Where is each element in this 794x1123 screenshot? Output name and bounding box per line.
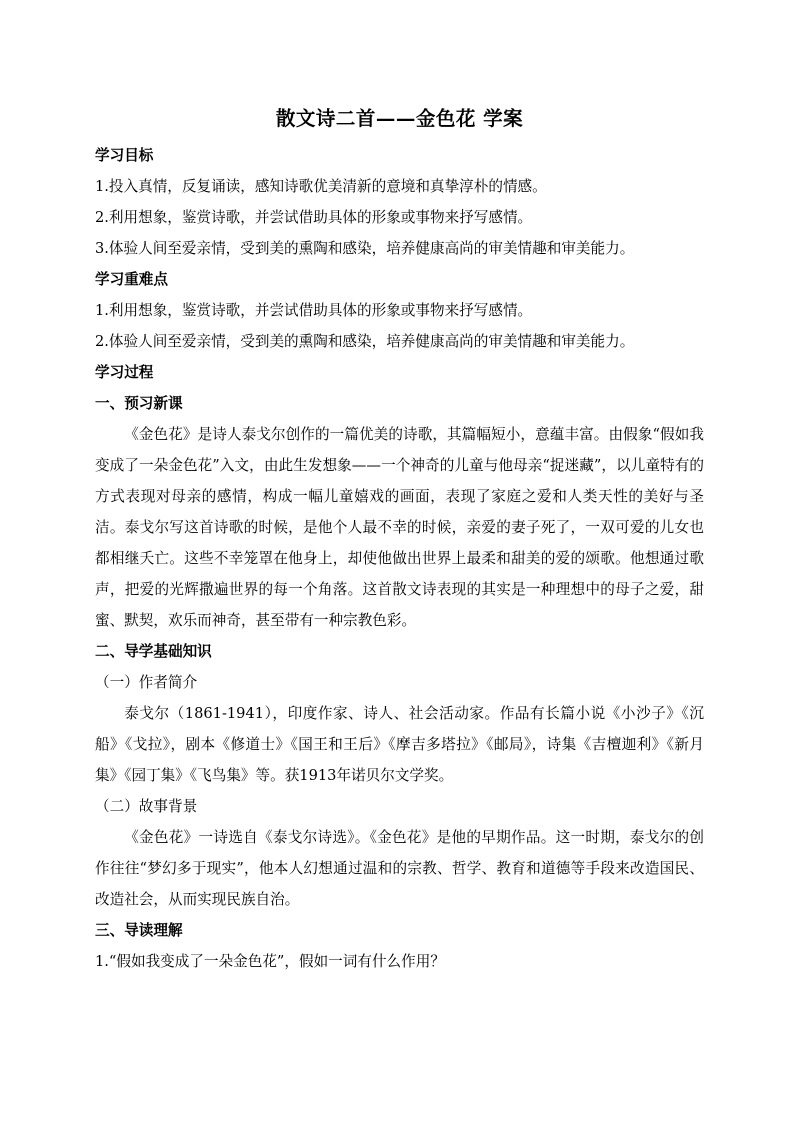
key-point-item-2: 2.体验人间至爱亲情，受到美的熏陶和感染，培养健康高尚的审美情趣和审美能力。	[95, 333, 635, 350]
background-paragraph: 《金色花》一诗选自《泰戈尔诗选》。《金色花》是他的早期作品。这一时期，泰戈尔的创作往往“梦幻多于现实”，他本人幻想通过温和的宗教、哲学、教育和道德等手段来改造国民、改造社会，从而实现民族自治。	[95, 829, 704, 908]
section-reading-heading: 三、导读理解	[95, 922, 183, 939]
objective-item-1: 1.投入真情，反复诵读，感知诗歌优美清新的意境和真挚淳朴的情感。	[95, 178, 547, 195]
background-heading: （二）故事背景	[95, 798, 198, 815]
reading-question-1: 1.“假如我变成了一朵金色花”，假如一词有什么作用？	[95, 953, 445, 970]
document-title: 散文诗二首——金色花 学案	[275, 107, 524, 130]
objective-item-3: 3.体验人间至爱亲情，受到美的熏陶和感染，培养健康高尚的审美情趣和审美能力。	[95, 240, 635, 257]
key-point-item-1: 1.利用想象，鉴赏诗歌，并尝试借助具体的形象或事物来抒写感情。	[95, 302, 533, 319]
key-points-heading: 学习重难点	[95, 271, 168, 288]
author-intro-paragraph: 泰戈尔（1861-1941），印度作家、诗人、社会活动家。作品有长篇小说《小沙子》《沉船》《戈拉》，剧本《修道士》《国王和王后》《摩吉多塔拉》《邮局》，诗集《吉檀迦利》《新月集》《园丁集》《飞鸟集》等。获1913年诺贝尔文学奖。	[95, 705, 704, 784]
section-preview-heading: 一、预习新课	[95, 395, 183, 412]
objectives-heading: 学习目标	[95, 147, 154, 164]
process-heading: 学习过程	[95, 364, 154, 381]
section-preview-paragraph: 《金色花》是诗人泰戈尔创作的一篇优美的诗歌，其篇幅短小，意蕴丰富。由假象“假如我变成了一朵金色花”入文，由此生发想象——一个神奇的儿童与他母亲“捉迷藏”，以儿童特有的方式表现对母亲的感情，构成一幅儿童嬉戏的画面，表现了家庭之爱和人类天性的美好与圣洁。泰戈尔写这首诗歌的时候，是他个人最不幸的时候，亲爱的妻子死了，一双可爱的儿女也都相继夭亡。这些不幸笼罩在他身上，却使他做出世界上最柔和甜美的爱的颂歌。他想通过歌声，把爱的光辉撒遍世界的每一个角落。这首散文诗表现的其实是一种理想中的母子之爱，甜蜜、默契，欢乐而神奇，甚至带有一种宗教色彩。	[95, 426, 704, 629]
author-intro-heading: （一）作者简介	[95, 674, 198, 691]
section-basics-heading: 二、导学基础知识	[95, 643, 212, 660]
objective-item-2: 2.利用想象，鉴赏诗歌，并尝试借助具体的形象或事物来抒写感情。	[95, 209, 533, 226]
